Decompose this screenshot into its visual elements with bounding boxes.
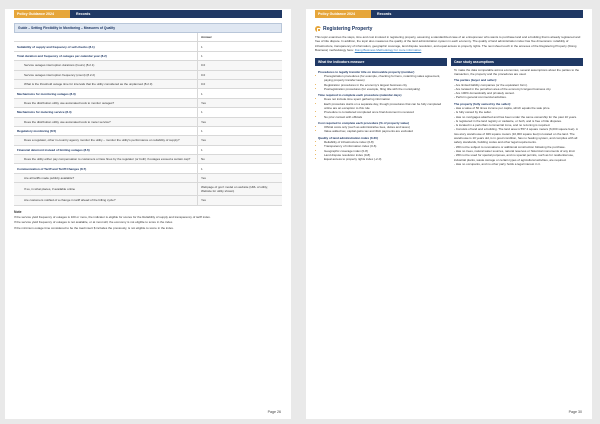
row-answer: Yes xyxy=(197,174,282,182)
assumption-line: - Will not be used for special purposes, and no special permits, such as for residential use, industrial plants, waste storage or certain types of agricultural activities, are required. xyxy=(454,153,574,162)
row-question: Total duration and frequency of outages per calendar year (8.2) xyxy=(17,53,107,58)
table-row xyxy=(14,183,282,196)
list-item: • Each procedure starts on a separate day, though procedures that can be fully completed online are an exception to this rule xyxy=(324,102,444,111)
row-question: Suitability of supply and frequency of self-checks (8.1) xyxy=(17,44,95,49)
row-answer: 1 xyxy=(197,146,282,154)
note-line: If the service yield frequency of outages is not available, or at most will, the economy is not eligible to score in the index. xyxy=(14,220,174,225)
table-row xyxy=(14,155,282,164)
table-row xyxy=(14,164,282,173)
table-row xyxy=(14,99,282,108)
table-row xyxy=(14,118,282,127)
header-title: Records xyxy=(371,10,583,18)
list-item: • Value added tax, capital gains tax and illicit payments are excluded xyxy=(324,129,444,133)
assumptions-intro: To make the data comparable across economies, several assumptions about the parties to the transaction, the property and the procedures are used. xyxy=(454,67,580,76)
document-icon xyxy=(315,26,321,32)
row-question: Does the distribution utility use automated tools to monitor outages? xyxy=(24,100,115,105)
assumption-line: - Perform general commercial activities. xyxy=(454,95,507,100)
row-question: Does a regulator, other in-country agency monitor the utility – monitor the utility's performance on reliability of supply? xyxy=(24,138,180,143)
right-page xyxy=(306,9,592,419)
indicator-heading: Time required to complete each procedure (calendar days) xyxy=(318,93,402,98)
row-answer: Yes xyxy=(197,196,282,204)
row-answer: 0.0 xyxy=(197,80,282,88)
indicator-heading: Quality of land administration index (0-30) xyxy=(318,135,378,140)
row-answer: 1 xyxy=(197,127,282,135)
indicators-header: What the indicators measure xyxy=(315,58,447,66)
row-question: If so, in what places, if available online xyxy=(24,187,76,192)
assumption-line: - Has no occupants, and no other party holds a legal interest in it. xyxy=(454,161,541,166)
row-answer: No xyxy=(197,155,282,163)
page-header xyxy=(315,10,583,18)
quality-table xyxy=(14,23,282,206)
indicators-column xyxy=(315,58,447,169)
assumption-line: - Are 100% domestically and privately owned. xyxy=(454,91,515,96)
assumption-line: - Are located in the periurban area of the economy's largest business city. xyxy=(454,86,552,91)
row-answer: 1 xyxy=(197,42,282,50)
table-row xyxy=(14,80,282,89)
intro-text: This topic examines the steps, time and cost involved in registering property, assuming a standardized case of an entrepreneur who wants to purchase land and a building that is already registered and free of title dispute. In addition, the topic also measures the quality of the land administration system in each economy. The quality of land administration index has five dimensions: reliability of infrastructure, transparency of information, geographic coverage, land dispute resolution, and equal access to property rights. The next sheet touch in the annexes of the Registering Property (Doing Business) methodology here: xyxy=(315,35,581,53)
list-item: • Procedure is considered completed once final document is received xyxy=(324,110,444,114)
assumptions-column xyxy=(451,58,583,169)
header-tag: Policy Guidance 2024 xyxy=(14,10,70,18)
row-answer: Yes xyxy=(197,99,282,107)
assumption-line: - Consists of land and a building. The land area is 557.4 square meters (6,000 square feet). A two-story warehouse of 929 square meters (10,000 square feet) is located on the land. The warehouse is 10 years old, is in good condition, has no heating system, and complies with all safety standards, building codes and other legal requirements. xyxy=(454,127,578,145)
section-title: Registering Property xyxy=(323,26,373,32)
assumption-line: - Is located in a periurban commercial zone, and no rezoning is required. xyxy=(454,123,551,128)
list-item: • Preregistration procedures (for example, checking for liens, notarizing sales agreement, paying property transfer taxes) xyxy=(324,74,444,83)
page-header xyxy=(14,10,282,18)
list-item: • Postregistration procedures (for example, filing title with the municipality) xyxy=(324,87,444,91)
list-item: • Registration procedures in the economy's largest business city xyxy=(324,83,444,87)
header-tag: Policy Guidance 2024 xyxy=(315,10,371,18)
row-answer: 0.0 xyxy=(197,61,282,69)
note-line: If the service yield frequency of outages is 100 or more, the indicator is eligible for scores for the Reliability of supply and transparency of tariff index. xyxy=(14,215,211,220)
header-title: Records xyxy=(70,10,282,18)
list-item: • Geographic coverage index (0-8) xyxy=(324,149,444,153)
list-item: • Equal access to property rights index (-2-0) xyxy=(324,157,444,161)
methodology-link[interactable]: Doing Business Methodology for more information xyxy=(354,48,422,53)
assumptions-header: Case study assumptions xyxy=(451,58,583,66)
answer-header: Answer xyxy=(197,33,282,41)
table-row xyxy=(14,42,282,51)
row-question: Financial deterrent instead of limiting outages (8.6) xyxy=(17,147,90,152)
note-line: If the minimum outage time considered to be the load insert $ includes the previously, is not eligible to score in the index. xyxy=(14,225,174,230)
row-question: Mechanisms for metering service (8.4) xyxy=(17,110,72,115)
assumption-line: - Is fully owned by the seller. xyxy=(454,110,492,115)
row-answer: 1 xyxy=(197,164,282,172)
indicator-list xyxy=(318,125,444,134)
notes xyxy=(14,210,282,232)
row-question: Service outages interruption durations (hours) (8.2.1) xyxy=(24,63,95,68)
assumption-heading: The property (fully owned by the seller): xyxy=(454,101,512,106)
assumption-line: - Has no mortgages attached and has been under the same ownership for the past 10 years. xyxy=(454,114,577,119)
table-row xyxy=(14,61,282,70)
assumption-heading: The parties (buyer and seller): xyxy=(454,78,497,83)
list-item: • Does not include time spent gathering information xyxy=(324,97,444,101)
row-question: Does the utility either pay compensation to customers or face fines by the regulator (or both) if outages exceed a certain cap? xyxy=(24,157,191,162)
row-question: Regulatory monitoring (8.5) xyxy=(17,129,57,134)
list-item: • Land dispute resolution index (0-8) xyxy=(324,153,444,157)
list-item: • No prior contact with officials xyxy=(324,115,444,119)
row-answer: Yes xyxy=(197,118,282,126)
assumption-line: - Is registered in the land registry or cadastre, or both, and is free of title disputes. xyxy=(454,118,562,123)
row-answer: 1 xyxy=(197,89,282,97)
assumption-line: - Has no trees, natural water sources, natural reserves or historical monuments of any kind. xyxy=(454,148,576,153)
indicator-heading: Procedures to legally transfer title on immovable property (number) xyxy=(318,69,415,74)
row-question: Are all tariffs made publicly available? xyxy=(24,176,75,181)
row-question: Does the distribution utility use automated tools to meter service? xyxy=(24,119,111,124)
table-title: Guide – Setting Flexibility in Monitoring – Measures of Quality xyxy=(14,23,282,33)
row-question: Communication of Tariff and Tariff Changes (8.7) xyxy=(17,166,87,171)
table-row xyxy=(14,196,282,205)
list-item: • Transparency of information index (0-6) xyxy=(324,144,444,148)
table-row xyxy=(14,108,282,117)
indicator-list xyxy=(318,74,444,91)
row-answer: 1 xyxy=(197,108,282,116)
row-answer: 0.0 xyxy=(197,71,282,79)
table-row xyxy=(14,52,282,61)
row-question: Are customers notified of a change in tariff ahead of the billing cycle? xyxy=(24,198,116,203)
assumption-line: - Are limited liability companies (or the equivalent form). xyxy=(454,82,528,87)
left-page xyxy=(5,9,291,419)
assumption-line: - Will not be subject to renovations or additional construction following the purchase. xyxy=(454,144,566,149)
row-answer: 1 xyxy=(197,52,282,60)
notes-title: Note xyxy=(14,209,22,214)
intro-paragraph xyxy=(315,35,583,53)
page-number: Page 30 xyxy=(568,410,582,414)
indicator-heading: Cost required to complete each procedure (% of property value) xyxy=(318,120,410,125)
table-row xyxy=(14,127,282,136)
row-question: What is the threshold outage time for intervals that the utility considered as the unplanned (8.2.3) xyxy=(24,82,153,87)
page-number: Page 26 xyxy=(267,410,281,414)
table-row xyxy=(14,136,282,145)
row-answer: Webpage of gov't model on website (URL of utility; Website for utility shown) xyxy=(197,183,282,195)
row-answer: Yes xyxy=(197,136,282,144)
indicator-list xyxy=(318,140,444,161)
list-item: • Reliability of infrastructure index (0-8) xyxy=(324,140,444,144)
table-row xyxy=(14,71,282,80)
table-row xyxy=(14,174,282,183)
list-item: • Official costs only (such as administrative fees, duties and taxes) xyxy=(324,125,444,129)
table-row xyxy=(14,146,282,155)
table-header-row xyxy=(14,33,282,42)
assumption-line: - Has a value of 50 times income per capita, which equals the sale price. xyxy=(454,106,551,110)
section-heading xyxy=(315,26,583,32)
table-row xyxy=(14,89,282,98)
row-question: Mechanisms for monitoring outages (8.3) xyxy=(17,91,76,96)
indicator-list xyxy=(318,97,444,118)
row-question: Service outages interruption frequency (count) (8.2.2) xyxy=(24,72,96,77)
